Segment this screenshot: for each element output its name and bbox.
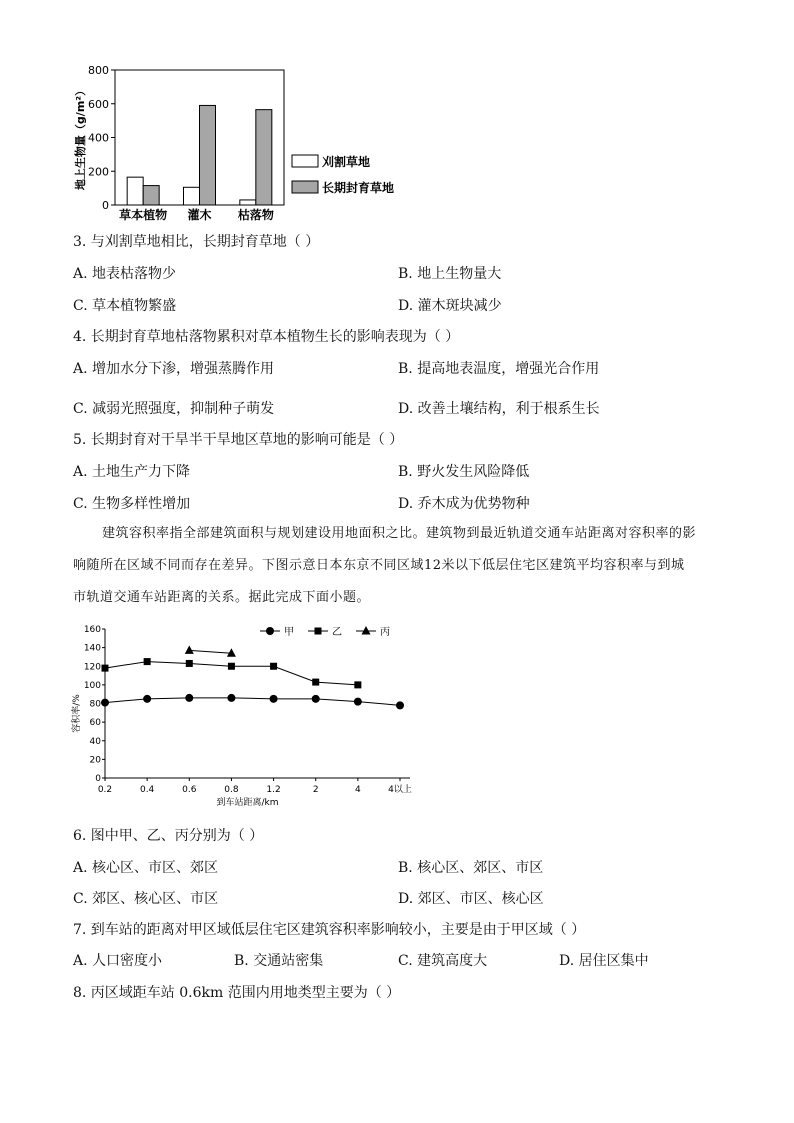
legend-marker: [315, 628, 322, 635]
question-7-option-c[interactable]: C. 建筑高度大: [398, 953, 488, 969]
y-tick-label: 0: [95, 774, 101, 784]
legend-swatch: [292, 181, 318, 193]
question-4-option-a[interactable]: A. 增加水分下渗，增强蒸腾作用: [73, 361, 275, 377]
data-point: [270, 695, 278, 703]
question-5-option-d[interactable]: D. 乔木成为优势物种: [398, 496, 530, 512]
y-tick-label: 120: [83, 662, 101, 673]
y-tick-label: 200: [88, 165, 109, 179]
x-tick-label: 2: [312, 785, 319, 795]
data-point: [227, 694, 235, 702]
y-tick-label: 40: [89, 736, 101, 747]
data-point: [312, 679, 319, 686]
bar: [256, 110, 272, 205]
x-tick-label: 1.2: [266, 785, 281, 795]
question-5-option-c[interactable]: C. 生物多样性增加: [73, 496, 191, 512]
legend-swatch: [292, 155, 318, 167]
bar: [184, 187, 200, 205]
legend-label: 刈割草地: [322, 155, 371, 169]
question-5-stem: 5. 长期封育对干旱半干旱地区草地的影响可能是（ ）: [73, 432, 404, 448]
y-tick-label: 400: [88, 131, 109, 145]
y-tick-label: 60: [89, 718, 101, 729]
question-6-stem: 6. 图中甲、乙、丙分别为（ ）: [73, 828, 264, 844]
question-8-stem: 8. 丙区域距车站 0.6km 范围内用地类型主要为（ ）: [73, 985, 401, 1001]
legend-label: 丙: [380, 627, 390, 638]
data-point: [185, 694, 193, 702]
data-point: [396, 701, 404, 709]
y-tick-label: 800: [88, 64, 109, 77]
question-4-stem: 4. 长期封育草地枯落物累积对草本植物生长的影响表现为（ ）: [73, 329, 460, 345]
x-tick-label: 0.4: [139, 785, 155, 795]
x-tick-label: 灌木: [187, 208, 212, 222]
data-point: [270, 663, 277, 670]
question-6-option-b[interactable]: B. 核心区、郊区、市区: [398, 860, 544, 876]
question-5-option-b[interactable]: B. 野火发生风险降低: [398, 464, 530, 480]
data-point: [228, 663, 235, 670]
data-point: [185, 645, 194, 654]
question-4-option-b[interactable]: B. 提高地表温度，增强光合作用: [398, 361, 600, 377]
y-tick-label: 80: [89, 699, 101, 710]
bar: [127, 177, 143, 205]
bar: [240, 200, 256, 205]
series-line: [189, 650, 231, 653]
y-tick-label: 600: [88, 97, 109, 111]
passage-line-2: 响随所在区域不同而存在差异。下图示意日本东京不同区域12米以下低层住宅区建筑平均容积率与到城: [73, 558, 685, 573]
bar: [200, 105, 216, 205]
y-axis-label: 容积率/%: [72, 694, 82, 733]
data-point: [312, 695, 320, 703]
y-tick-label: 0: [102, 199, 109, 212]
x-tick-label: 4以上: [388, 785, 412, 795]
passage-line-1: 建筑容积率指全部建筑面积与规划建设用地面积之比。建筑物到最近轨道交通车站距离对容积率的影: [102, 526, 697, 541]
data-point: [227, 648, 236, 657]
legend-label: 长期封育草地: [322, 181, 395, 195]
question-6-option-d[interactable]: D. 郊区、市区、核心区: [398, 891, 544, 907]
question-3-option-a[interactable]: A. 地表枯落物少: [73, 266, 177, 282]
plot-ratio-line-chart: [65, 620, 425, 815]
x-tick-label: 0.6: [182, 785, 197, 795]
x-axis-label: 到车站距离/km: [216, 798, 279, 808]
bar: [143, 186, 159, 205]
y-tick-label: 20: [89, 755, 101, 766]
question-3-stem: 3. 与刈割草地相比，长期封育草地（ ）: [73, 234, 320, 250]
x-tick-label: 草本植物: [119, 208, 168, 222]
x-tick-label: 0.2: [97, 785, 113, 795]
y-tick-label: 140: [83, 643, 101, 654]
question-3-option-d[interactable]: D. 灌木斑块减少: [398, 298, 502, 314]
legend-marker: [266, 627, 274, 635]
data-point: [102, 665, 109, 672]
legend-label: 甲: [284, 627, 294, 638]
biomass-bar-chart: [60, 60, 420, 225]
data-point: [354, 698, 362, 706]
question-7-option-d[interactable]: D. 居住区集中: [559, 953, 649, 969]
data-point: [354, 681, 361, 688]
question-3-option-c[interactable]: C. 草本植物繁盛: [73, 298, 177, 314]
y-tick-label: 100: [83, 680, 101, 691]
legend-marker: [362, 626, 371, 635]
question-4-option-c[interactable]: C. 减弱光照强度，抑制种子萌发: [73, 401, 275, 417]
x-tick-label: 枯落物: [237, 208, 274, 222]
question-7-stem: 7. 到车站的距离对甲区域低层住宅区建筑容积率影响较小，主要是由于甲区域（ ）: [73, 922, 586, 938]
x-tick-label: 4: [354, 785, 361, 795]
data-point: [144, 658, 151, 665]
y-axis-label: 地上生物量（g/m²）: [74, 84, 87, 191]
x-tick-label: 0.8: [224, 785, 239, 795]
y-tick-label: 160: [83, 625, 101, 635]
question-6-option-a[interactable]: A. 核心区、市区、郊区: [73, 860, 219, 876]
question-6-option-c[interactable]: C. 郊区、核心区、市区: [73, 891, 219, 907]
data-point: [101, 699, 109, 707]
question-7-option-b[interactable]: B. 交通站密集: [234, 953, 324, 969]
question-7-option-a[interactable]: A. 人口密度小: [73, 953, 163, 969]
question-3-option-b[interactable]: B. 地上生物量大: [398, 266, 502, 282]
data-point: [186, 660, 193, 667]
passage-line-3: 市轨道交通车站距离的关系。据此完成下面小题。: [73, 590, 371, 605]
question-4-option-d[interactable]: D. 改善土壤结构，利于根系生长: [398, 401, 600, 417]
data-point: [143, 695, 151, 703]
legend-label: 乙: [332, 627, 342, 638]
question-5-option-a[interactable]: A. 土地生产力下降: [73, 464, 191, 480]
